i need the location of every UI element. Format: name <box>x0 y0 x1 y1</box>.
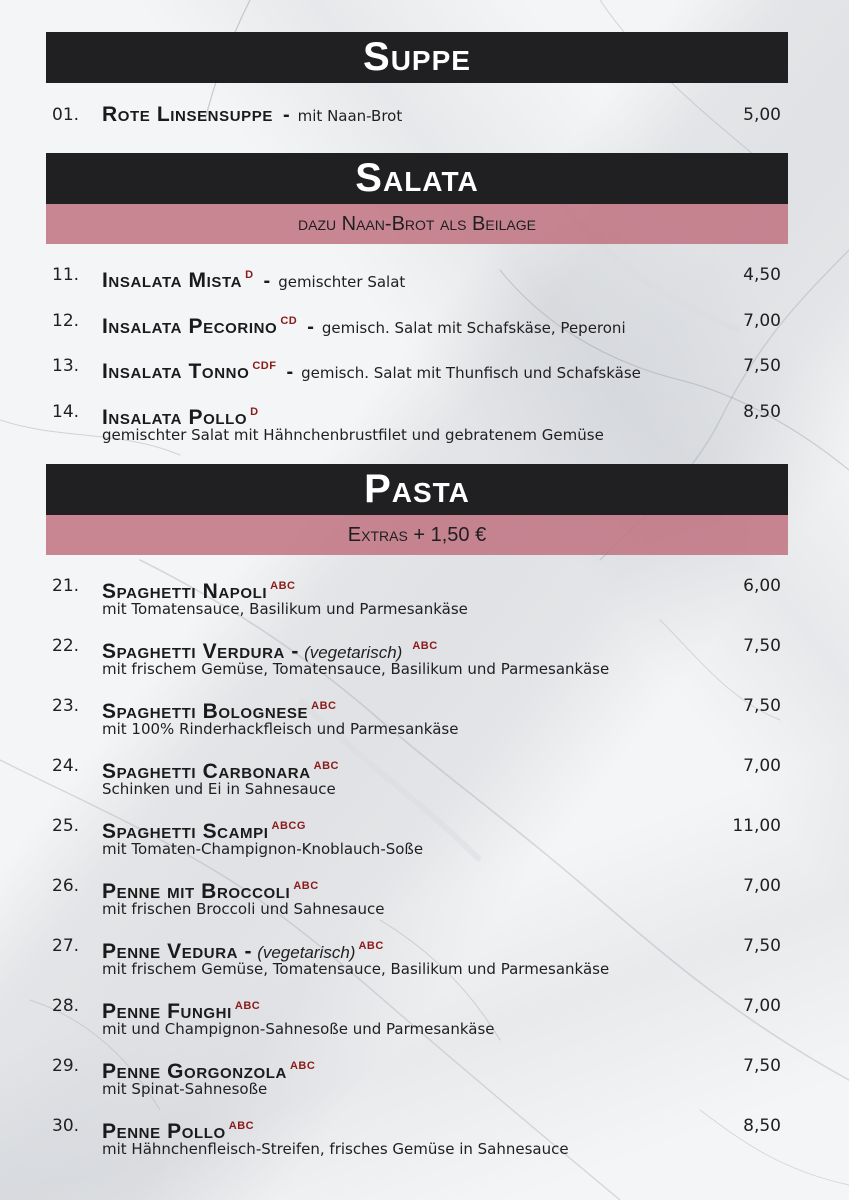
item-price: 7,00 <box>743 756 781 776</box>
item-name: Insalata Pollo <box>102 406 248 429</box>
section-subtitle-salata: dazu Naan-Brot als Beilage <box>46 204 788 244</box>
item-name-line <box>102 262 405 295</box>
item-number: 13. <box>52 356 80 376</box>
vegetarian-label: (vegetarisch) <box>304 643 403 662</box>
item-name: Spaghetti Bolognese <box>102 700 309 723</box>
allergen-codes: ABC <box>293 880 319 892</box>
allergen-codes: ABCG <box>271 820 306 832</box>
item-name-line <box>102 353 641 386</box>
section-header-pasta: Pasta <box>46 464 788 515</box>
item-name: Spaghetti Carbonara <box>102 760 311 783</box>
section-header-salata: Salata <box>46 153 788 204</box>
item-number: 22. <box>52 636 80 656</box>
item-name: Penne Gorgonzola <box>102 1060 287 1083</box>
allergen-codes: ABC <box>412 640 438 652</box>
item-price: 7,00 <box>743 996 781 1016</box>
item-number: 12. <box>52 311 80 331</box>
item-description: gemischter Salat mit Hähnchenbrustfilet und gebratenem Gemüse <box>102 426 604 444</box>
item-description: mit Spinat-Sahnesoße <box>102 1080 268 1098</box>
item-price: 11,00 <box>732 816 781 836</box>
allergen-codes: ABC <box>228 1120 255 1132</box>
item-price: 8,50 <box>743 402 781 422</box>
separator-dash: - <box>286 361 294 383</box>
vegetarian-label: (vegetarisch) <box>257 943 356 962</box>
item-number: 28. <box>52 996 80 1016</box>
item-description: mit frischen Broccoli und Sahnesauce <box>102 900 385 918</box>
item-price: 7,50 <box>743 356 781 376</box>
item-description: mit Naan-Brot <box>297 107 403 125</box>
item-number: 29. <box>52 1056 80 1076</box>
item-price: 7,50 <box>743 696 781 716</box>
item-price: 6,00 <box>743 576 781 596</box>
item-number: 27. <box>52 936 80 956</box>
allergen-codes: ABC <box>270 580 296 592</box>
item-price: 7,00 <box>743 311 781 331</box>
item-name: Rote Linsensuppe <box>102 103 273 126</box>
item-number: 21. <box>52 576 80 596</box>
allergen-codes: ABC <box>358 940 384 952</box>
item-name: Spaghetti Scampi <box>102 820 269 843</box>
item-description: mit Tomatensauce, Basilikum und Parmesankäse <box>102 600 468 618</box>
allergen-codes: ABC <box>311 700 337 712</box>
item-name: Insalata Pecorino <box>102 315 278 338</box>
allergen-codes: CDF <box>252 360 277 372</box>
item-price: 7,50 <box>743 1056 781 1076</box>
allergen-codes: ABC <box>313 760 339 772</box>
allergen-codes: CD <box>280 315 298 327</box>
item-number: 11. <box>52 265 80 285</box>
item-name-line <box>102 102 402 129</box>
item-description: mit Hähnchenfleisch-Streifen, frisches Gemüse in Sahnesauce <box>102 1140 569 1158</box>
allergen-codes: ABC <box>289 1060 316 1072</box>
item-description: mit und Champignon-Sahnesoße und Parmesankäse <box>102 1020 495 1038</box>
section-subtitle-pasta: Extras + 1,50 € <box>46 515 788 555</box>
separator-dash: - <box>282 104 290 126</box>
section-header-suppe: Suppe <box>46 32 788 83</box>
item-name: Penne Funghi <box>102 1000 232 1023</box>
item-description: Schinken und Ei in Sahnesauce <box>102 780 336 798</box>
item-name: Penne mit Broccoli <box>102 880 291 903</box>
item-number: 26. <box>52 876 80 896</box>
item-price: 4,50 <box>743 265 781 285</box>
item-number: 14. <box>52 402 80 422</box>
item-number: 24. <box>52 756 80 776</box>
item-number: 25. <box>52 816 80 836</box>
item-description: gemisch. Salat mit Schafskäse, Peperoni <box>321 319 626 337</box>
item-name: Spaghetti Verdura - <box>102 640 299 663</box>
item-name: Spaghetti Napoli <box>102 580 268 603</box>
item-description: mit frischem Gemüse, Tomatensauce, Basilikum und Parmesankäse <box>102 960 610 978</box>
item-number: 01. <box>52 105 80 125</box>
item-description: gemisch. Salat mit Thunfisch und Schafskäse <box>301 364 641 382</box>
item-price: 7,00 <box>743 876 781 896</box>
item-name: Insalata Tonno <box>102 360 250 383</box>
allergen-codes: D <box>245 269 254 281</box>
item-name: Insalata Mista <box>102 269 243 292</box>
allergen-codes: D <box>250 406 259 418</box>
item-price: 7,50 <box>743 936 781 956</box>
item-description: mit Tomaten-Champignon-Knoblauch-Soße <box>102 840 424 858</box>
item-description: mit 100% Rinderhackfleisch und Parmesankäse <box>102 720 459 738</box>
item-price: 5,00 <box>743 105 781 125</box>
separator-dash: - <box>307 316 314 338</box>
item-name: Penne Vedura - <box>102 940 253 963</box>
allergen-codes: ABC <box>234 1000 261 1012</box>
item-name-line <box>102 308 626 341</box>
item-name: Penne Pollo <box>102 1120 226 1143</box>
item-description: gemischter Salat <box>278 273 406 291</box>
item-number: 30. <box>52 1116 80 1136</box>
item-price: 7,50 <box>743 636 781 656</box>
item-description: mit frischem Gemüse, Tomatensauce, Basilikum und Parmesankäse <box>102 660 610 678</box>
separator-dash: - <box>263 270 271 292</box>
item-price: 8,50 <box>743 1116 781 1136</box>
item-number: 23. <box>52 696 80 716</box>
